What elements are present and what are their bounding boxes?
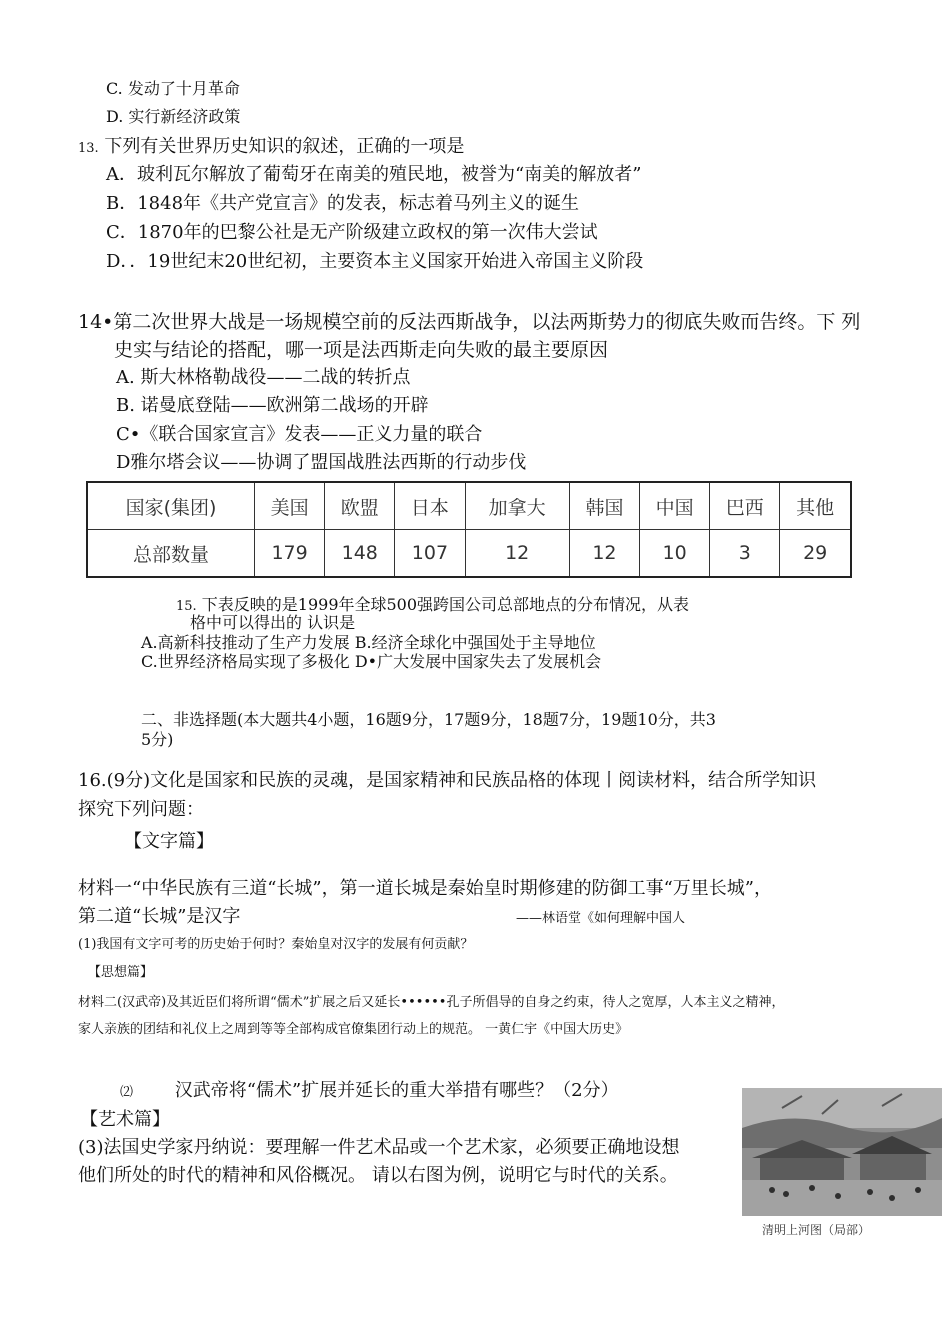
q15-stem-line2: 格中可以得出的 认识是 — [190, 613, 356, 632]
q16-sub3-line2: 他们所处的时代的精神和风俗概况。 请以右图为例，说明它与时代的关系。 — [78, 1165, 678, 1186]
table-cell: 韩国 — [569, 482, 639, 530]
q15-options-ab: A.高新科技推动了生产力发展 B.经济全球化中强国处于主导地位 — [141, 633, 596, 652]
table-cell: 107 — [395, 530, 465, 578]
section2-heading-line2: 5分) — [141, 730, 174, 749]
section2-heading-line1: 二、非选择题(本大题共4小题，16题9分，17题9分，18题7分，19题10分，共3 — [141, 710, 716, 729]
q13-stem — [78, 135, 464, 161]
table-row — [87, 530, 851, 578]
table-cell: 美国 — [255, 482, 325, 530]
q14-option-c: C•《联合国家宣言》发表——正义力量的联合 — [116, 424, 483, 445]
q16-sub2-number: ⑵ — [120, 1085, 134, 1100]
material1-source: ——林语堂《如何理解中国人 — [516, 911, 686, 926]
material1-line2: 第二道“长城”是汉字 — [78, 906, 241, 927]
table-cell: 总部数量 — [87, 530, 255, 578]
material1-line1: 材料一“中华民族有三道“长城”，第一道长城是秦始皇时期修建的防御工事“万里长城”， — [78, 878, 773, 899]
q12-option-c: C. 发动了十月革命 — [106, 79, 240, 98]
material2-line1: 材料二(汉武帝)及其近臣们将所谓“儒术”扩展之后又延长••••••孔子所倡导的自身之约束，待人之宽厚，人本主义之精神， — [78, 995, 785, 1010]
section-art-heading: 【艺术篇】 — [80, 1109, 170, 1130]
table-cell: 12 — [569, 530, 639, 578]
q16-stem-line1: 16.(9分)文化是国家和民族的灵魂，是国家精神和民族品格的体现丨阅读材料，结合所学知识 — [78, 770, 817, 791]
table-cell: 179 — [255, 530, 325, 578]
headquarters-table — [86, 481, 852, 578]
table-cell: 12 — [465, 530, 569, 578]
q16-sub2 — [120, 1079, 619, 1105]
q12-option-d: D. 实行新经济政策 — [106, 107, 241, 126]
q13-number: 13. — [78, 141, 99, 156]
q13-option-a: A．玻利瓦尔解放了葡萄牙在南美的殖民地，被誉为“南美的解放者” — [106, 164, 642, 185]
section-thought-heading: 【思想篇】 — [88, 965, 154, 980]
q13-option-d: D．．19世纪末20世纪初，主要资本主义国家开始进入帝国主义阶段 — [106, 251, 644, 272]
q14-option-a: A. 斯大林格勒战役——二战的转折点 — [116, 367, 411, 388]
table-cell: 29 — [780, 530, 851, 578]
q14-stem-line2: 史实与结论的搭配，哪一项是法西斯走向失败的最主要原因 — [114, 339, 609, 361]
table-cell: 其他 — [780, 482, 851, 530]
table-cell: 巴西 — [710, 482, 780, 530]
table-cell: 欧盟 — [325, 482, 395, 530]
q16-sub3-line1: (3)法国史学家丹纳说：要理解一件艺术品或一个艺术家，必须要正确地设想 — [78, 1137, 680, 1158]
table-cell: 3 — [710, 530, 780, 578]
table-cell: 中国 — [640, 482, 710, 530]
q14-stem-line1: 14•第二次世界大战是一场规模空前的反法西斯战争，以法两斯势力的彻底失败而告终。下 列 — [78, 311, 861, 333]
painting-illustration — [742, 1088, 942, 1216]
qingming-painting-image — [742, 1088, 942, 1216]
q15-number: 15. — [176, 599, 197, 614]
q16-sub2-text: 汉武帝将“儒术”扩展并延长的重大举措有哪些？（2分） — [174, 1080, 619, 1101]
q15-stem-text: 下表反映的是1999年全球500强跨国公司总部地点的分布情况，从表 — [201, 595, 690, 614]
section-text-heading: 【文字篇】 — [124, 831, 214, 852]
q13-option-c: C．1870年的巴黎公社是无产阶级建立政权的第一次伟大尝试 — [106, 222, 598, 243]
q14-option-b: B. 诺曼底登陆——欧洲第二战场的开辟 — [116, 395, 429, 416]
material2-line2: 家人亲族的团结和礼仪上之周到等等全部构成官僚集团行动上的规范。 一黄仁宇《中国大历史》 — [78, 1022, 629, 1037]
q13-option-b: B．1848年《共产党宣言》的发表，标志着马列主义的诞生 — [106, 193, 580, 214]
painting-caption: 清明上河图（局部） — [762, 1223, 871, 1237]
q16-sub1: (1)我国有文字可考的历史始于何时？秦始皇对汉字的发展有何贡献？ — [78, 937, 474, 952]
table-header-row — [87, 482, 851, 530]
table-cell: 10 — [640, 530, 710, 578]
table-cell: 148 — [325, 530, 395, 578]
q14-option-d: D雅尔塔会议——协调了盟国战胜法西斯的行动步伐 — [116, 452, 527, 473]
q16-stem-line2: 探究下列问题： — [78, 799, 204, 820]
table-cell: 日本 — [395, 482, 465, 530]
table-cell: 国家(集团) — [87, 482, 255, 530]
table-cell: 加拿大 — [465, 482, 569, 530]
q15-options-cd: C.世界经济格局实现了多极化 D•广大发展中国家失去了发展机会 — [141, 652, 602, 671]
q13-stem-text: 下列有关世界历史知识的叙述，正确的一项是 — [104, 136, 465, 157]
